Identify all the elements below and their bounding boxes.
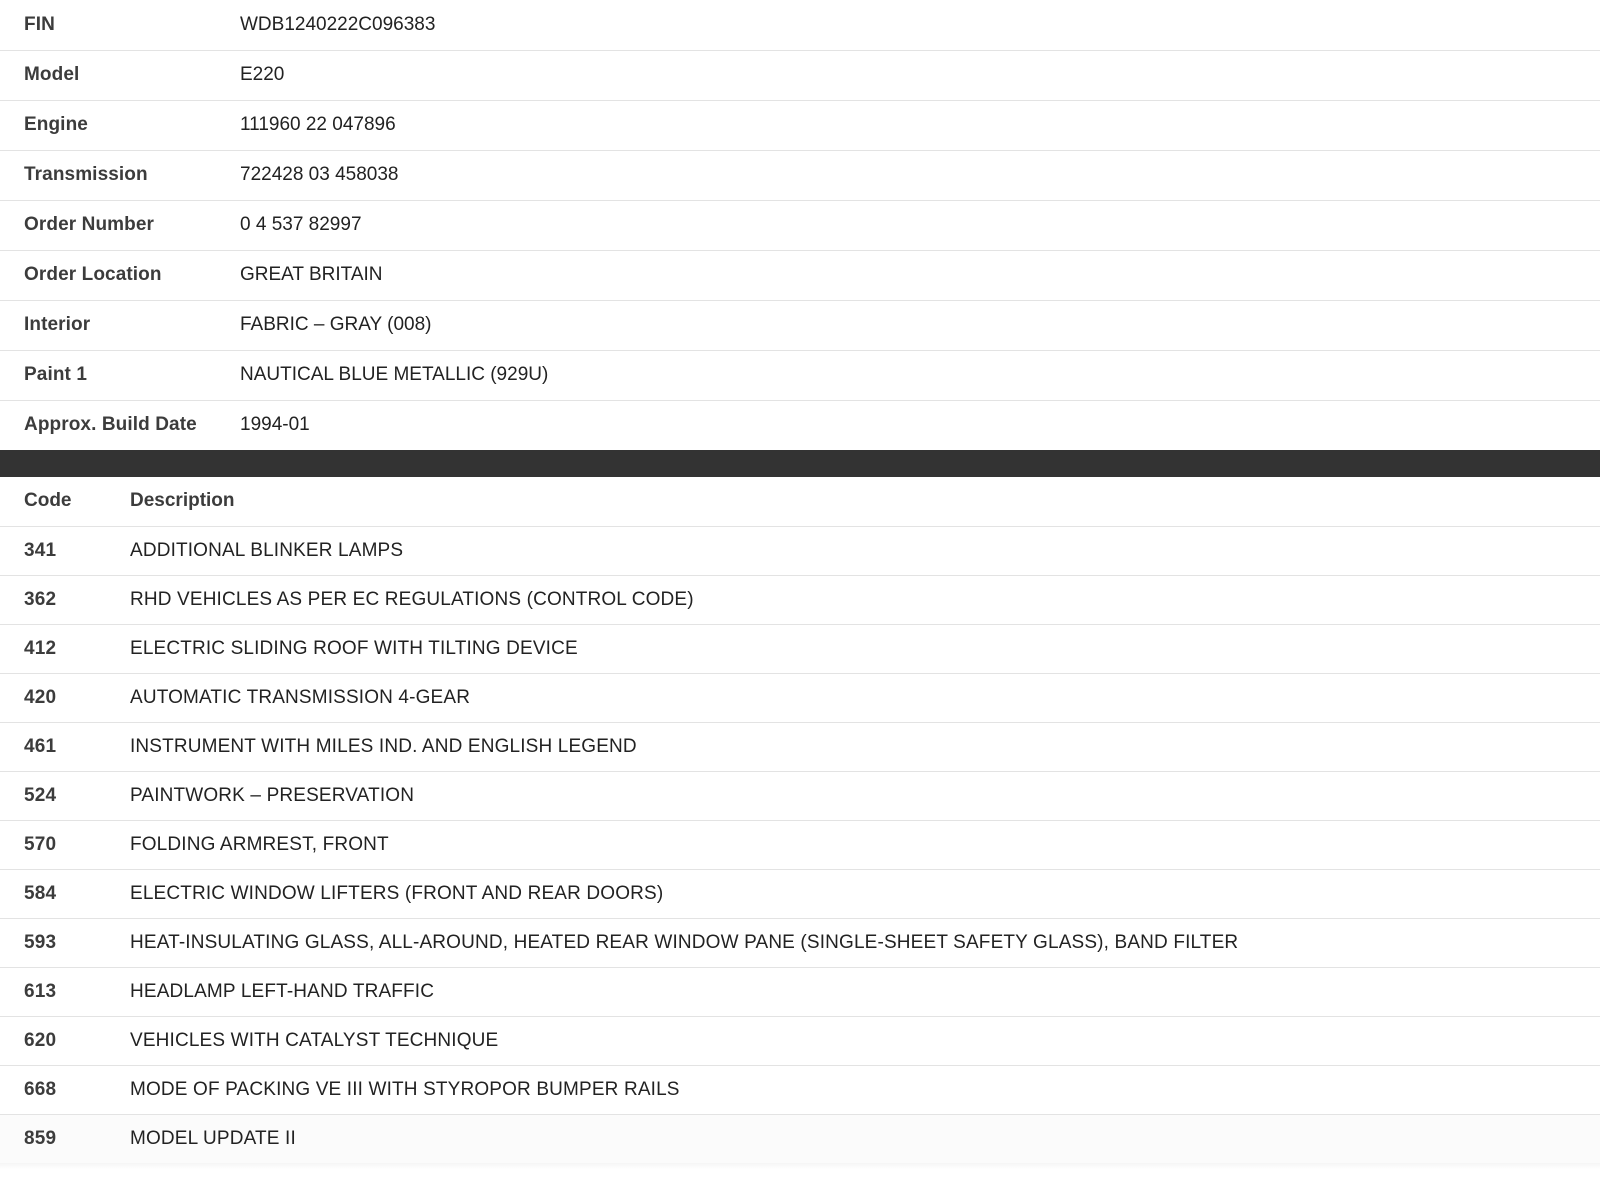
code-value: 593 (0, 918, 114, 967)
table-row (0, 300, 1600, 350)
code-description: VEHICLES WITH CATALYST TECHNIQUE (114, 1016, 1600, 1065)
table-row (0, 150, 1600, 200)
option-codes-header (0, 477, 1600, 526)
code-description: HEADLAMP LEFT-HAND TRAFFIC (114, 967, 1600, 1016)
code-value: 570 (0, 820, 114, 869)
table-row (0, 250, 1600, 300)
info-value: 722428 03 458038 (216, 150, 1600, 200)
table-row (0, 624, 1600, 673)
option-codes-table (0, 477, 1600, 1163)
info-value: WDB1240222C096383 (240, 13, 436, 35)
info-value: GREAT BRITAIN (216, 250, 1600, 300)
table-row (0, 1065, 1600, 1114)
code-description: RHD VEHICLES AS PER EC REGULATIONS (CONTROL CODE) (114, 575, 1600, 624)
code-description: ELECTRIC WINDOW LIFTERS (FRONT AND REAR DOORS) (114, 869, 1600, 918)
code-description: ELECTRIC SLIDING ROOF WITH TILTING DEVICE (114, 624, 1600, 673)
table-row (0, 869, 1600, 918)
table-row (0, 673, 1600, 722)
code-value: 620 (0, 1016, 114, 1065)
option-codes-body (0, 526, 1600, 1163)
table-row (0, 918, 1600, 967)
code-value: 584 (0, 869, 114, 918)
info-label: Engine (0, 100, 216, 150)
info-label: Model (0, 50, 216, 100)
info-label: Approx. Build Date (0, 400, 216, 450)
code-value: 362 (0, 575, 114, 624)
table-row (0, 771, 1600, 820)
info-label: FIN (24, 13, 55, 35)
code-value: 859 (0, 1114, 114, 1163)
table-row (0, 526, 1600, 575)
table-row (0, 100, 1600, 150)
code-value: 524 (0, 771, 114, 820)
info-label: Interior (0, 300, 216, 350)
table-row (0, 722, 1600, 771)
info-label: Order Number (0, 200, 216, 250)
table-row (0, 967, 1600, 1016)
info-value: NAUTICAL BLUE METALLIC (929U) (216, 350, 1600, 400)
table-row (0, 350, 1600, 400)
code-value: 613 (0, 967, 114, 1016)
table-row (0, 575, 1600, 624)
code-description: MODE OF PACKING VE III WITH STYROPOR BUMPER RAILS (114, 1065, 1600, 1114)
info-value: 111960 22 047896 (216, 100, 1600, 150)
column-header-code: Code (24, 490, 72, 512)
code-value: 341 (0, 526, 114, 575)
vehicle-info-table (0, 0, 1600, 450)
code-value: 668 (0, 1065, 114, 1114)
code-value: 420 (0, 673, 114, 722)
info-label: Transmission (0, 150, 216, 200)
code-description: ADDITIONAL BLINKER LAMPS (114, 526, 1600, 575)
code-description: AUTOMATIC TRANSMISSION 4-GEAR (114, 673, 1600, 722)
code-value: 412 (0, 624, 114, 673)
info-value: 0 4 537 82997 (216, 200, 1600, 250)
code-description: MODEL UPDATE II (114, 1114, 1600, 1163)
table-header-row (0, 477, 1600, 526)
info-label: Paint 1 (0, 350, 216, 400)
info-label: Order Location (0, 250, 216, 300)
info-value: FABRIC – GRAY (008) (216, 300, 1600, 350)
table-row (0, 1114, 1600, 1163)
table-row (0, 1016, 1600, 1065)
section-divider (0, 450, 1600, 477)
vehicle-info-body (0, 0, 1600, 450)
code-description: PAINTWORK – PRESERVATION (114, 771, 1600, 820)
code-value: 461 (0, 722, 114, 771)
code-description: HEAT-INSULATING GLASS, ALL-AROUND, HEATED REAR WINDOW PANE (SINGLE-SHEET SAFETY GLASS), BAND FILTER (114, 918, 1600, 967)
table-row (0, 400, 1600, 450)
page-bottom-fade (0, 1163, 1600, 1169)
table-row (0, 200, 1600, 250)
code-description: FOLDING ARMREST, FRONT (114, 820, 1600, 869)
info-value: E220 (216, 50, 1600, 100)
table-row (0, 820, 1600, 869)
info-value: 1994-01 (216, 400, 1600, 450)
code-description: INSTRUMENT WITH MILES IND. AND ENGLISH LEGEND (114, 722, 1600, 771)
table-row (0, 50, 1600, 100)
table-row (0, 0, 1600, 50)
column-header-description: Description (130, 490, 235, 512)
